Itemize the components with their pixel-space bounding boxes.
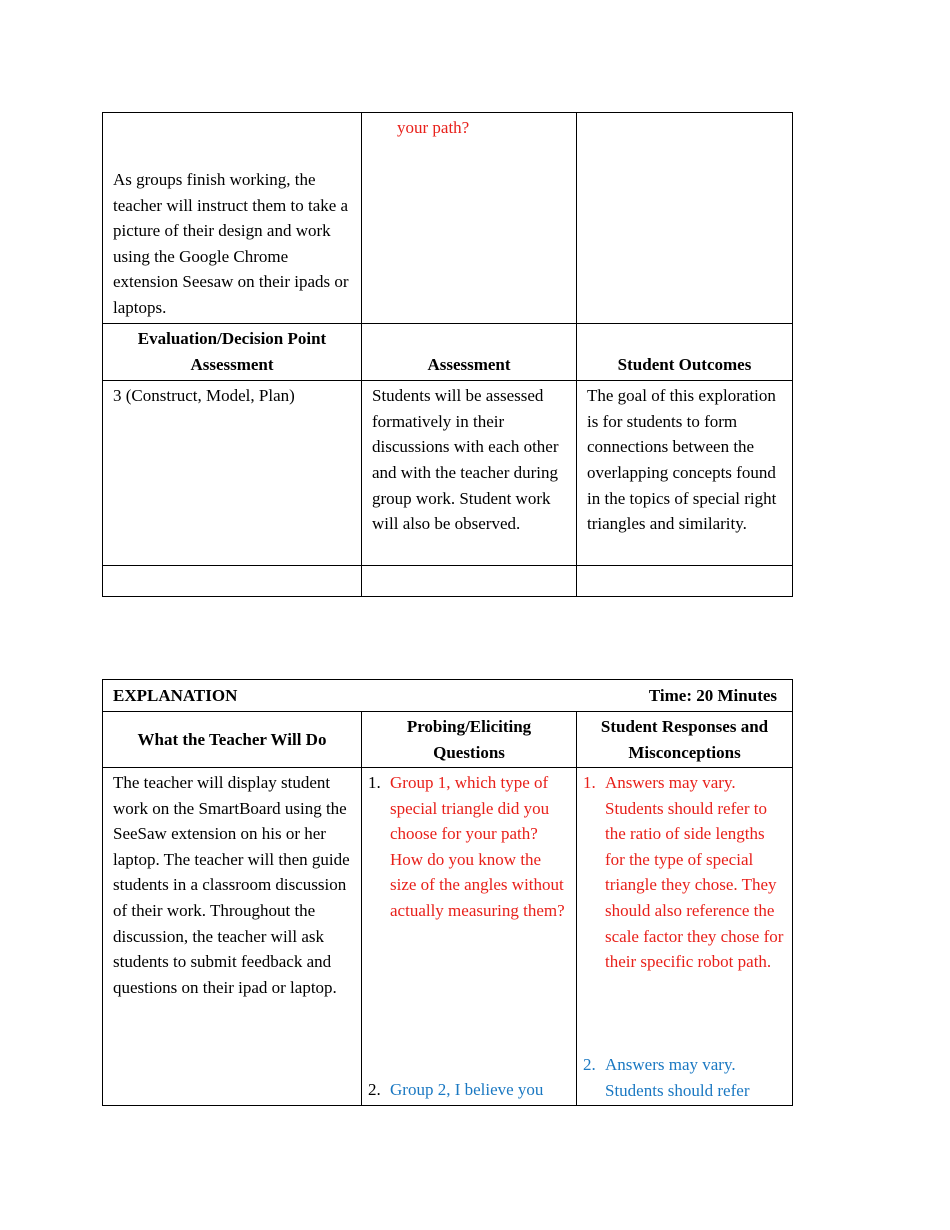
header-student-outcomes: Student Outcomes: [577, 324, 793, 381]
teacher-action-text: The teacher will display student work on the SmartBoard using the SeeSaw extension on his or her laptop. The teacher will then guide students in a classroom discussion of their work. Throughout the discussion, the teacher will ask students to submit feedback and questions on their ipad or laptop.: [113, 773, 350, 997]
assessment-cell: Students will be assessed formatively in their discussions with each other and with the teacher during group work. Student work will also be observed.: [362, 381, 577, 566]
questions-cell: [362, 113, 577, 324]
responses-cell: [577, 768, 793, 1106]
header-assessment: Assessment: [362, 324, 577, 381]
question-list: [362, 768, 576, 1103]
table-header-row: [103, 324, 793, 381]
title-row: [103, 680, 793, 712]
assessment-table: [102, 112, 793, 597]
empty-row: [103, 566, 793, 597]
time-label: Time: 20 Minutes: [648, 685, 778, 705]
section-title: EXPLANATION: [113, 685, 238, 705]
header-teacher: What the Teacher Will Do: [103, 712, 362, 768]
responses-cell: [577, 113, 793, 324]
header-questions: Probing/Eliciting Questions: [362, 712, 577, 768]
teacher-cell: [103, 113, 362, 324]
header-responses: Student Responses and Misconceptions: [577, 712, 793, 768]
student-outcomes-cell: The goal of this exploration is for students to form connections between the overlapping concepts found in the topics of special right triangles and similarity.: [577, 381, 793, 566]
table-row: [103, 381, 793, 566]
teacher-action-text: As groups finish working, the teacher will instruct them to take a picture of their design and work using the Google Chrome extension Seesaw on their ipads or laptops.: [113, 170, 349, 317]
header-evaluation: Evaluation/Decision Point Assessment: [103, 324, 362, 381]
teacher-cell: [103, 768, 362, 1106]
list-item: 2. Answers may vary. Students should refer: [583, 1055, 750, 1100]
list-item: 1. Group 1, which type of special triangle did you choose for your path? How do you know the size of the angles without actually measuring them?: [368, 773, 565, 920]
table-header-row: [103, 712, 793, 768]
evaluation-point-cell: 3 (Construct, Model, Plan): [103, 381, 362, 566]
response-list: [577, 768, 792, 1103]
list-item: 1. Answers may vary. Students should refer to the ratio of side lengths for the type of special triangle they chose. They should also reference the scale factor they chose for their specific robot path.: [583, 773, 784, 972]
table-row: [103, 768, 793, 1106]
list-item: 2. Group 2, I believe you: [368, 1080, 544, 1099]
table-row: [103, 113, 793, 324]
questions-cell: [362, 768, 577, 1106]
question-continuation: your path?: [397, 118, 470, 137]
explanation-table: [102, 679, 793, 1106]
